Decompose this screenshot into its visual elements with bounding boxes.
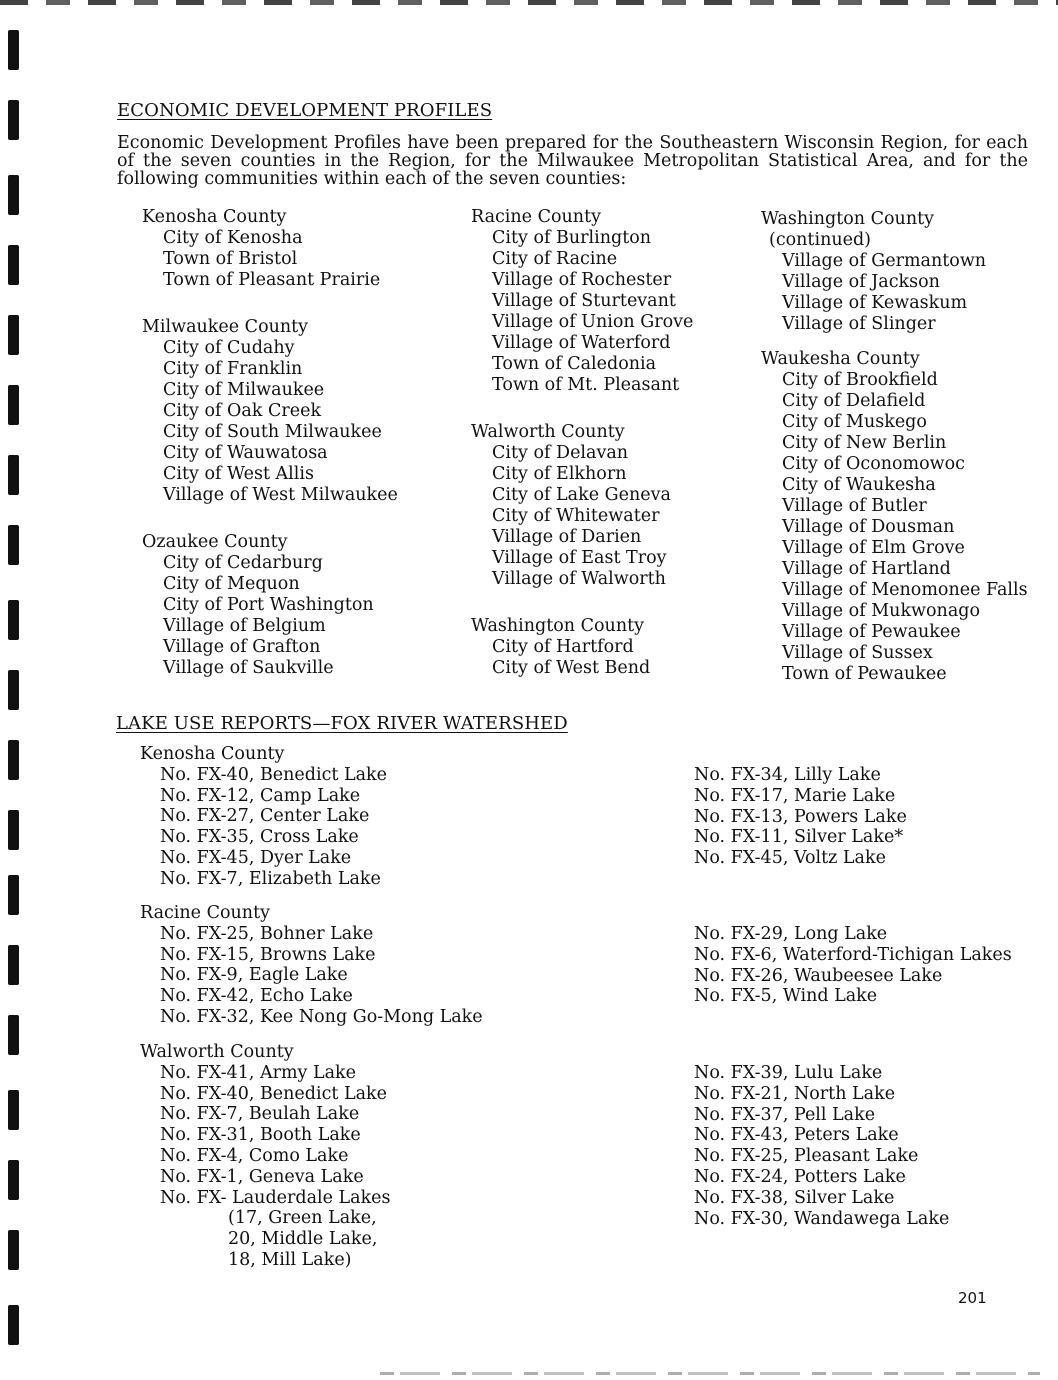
lake-report-item: No. FX-21, North Lake — [694, 1083, 896, 1104]
county-name: Ozaukee County — [142, 532, 288, 552]
lake-report-item: No. FX-13, Powers Lake — [694, 806, 907, 827]
lake-county-group-right — [694, 1063, 949, 1229]
county-name: Washington County — [471, 616, 645, 636]
lake-report-item: No. FX-39, Lulu Lake — [694, 1063, 883, 1083]
community-item: City of Mequon — [163, 574, 300, 594]
binder-mark — [8, 100, 19, 140]
lake-county-group — [140, 744, 387, 890]
lake-report-item: No. FX-7, Beulah Lake — [160, 1104, 360, 1125]
community-item: Village of Walworth — [492, 569, 666, 589]
scan-edge-bottom — [380, 1372, 1040, 1375]
intro-paragraph: Economic Development Profiles have been prepared for the Southeastern Wisconsin Region, for each of the seven counties in the Region, for the Milwaukee Metropolitan Statistical Area, and for the following communities within each of the seven counties: — [117, 133, 1028, 189]
lake-county-group — [140, 903, 483, 1028]
profiles-column-2 — [471, 207, 693, 705]
lake-report-item: No. FX-27, Center Lake — [160, 806, 370, 827]
lake-report-item: No. FX-12, Camp Lake — [160, 785, 361, 806]
county-name: Walworth County — [471, 422, 625, 442]
lake-reports-left-column — [140, 744, 660, 1284]
community-item: City of Racine — [492, 249, 618, 269]
community-item: Village of Pewaukee — [782, 622, 961, 642]
community-item: City of Delafield — [782, 391, 926, 411]
community-item: City of Burlington — [492, 228, 652, 248]
community-item: City of Delavan — [492, 443, 629, 463]
community-item: Village of Sussex — [782, 643, 933, 663]
community-item: City of Wauwatosa — [163, 443, 328, 463]
binder-mark — [8, 875, 19, 915]
community-item: Village of Dousman — [782, 517, 955, 537]
lake-report-item: No. FX-29, Long Lake — [694, 924, 888, 944]
lake-county-group — [140, 1042, 391, 1271]
profiles-column-1 — [142, 207, 398, 705]
county-name: Washington County — [761, 209, 935, 229]
page-number: 201 — [958, 1289, 987, 1307]
binder-mark — [8, 455, 19, 495]
county-group — [142, 207, 398, 291]
binder-mark — [8, 1160, 19, 1200]
lake-report-item: No. FX-40, Benedict Lake — [160, 764, 388, 785]
section-heading-lake-use-reports: LAKE USE REPORTS—FOX RIVER WATERSHED — [116, 713, 568, 734]
community-item: Village of Menomonee Falls — [782, 580, 1028, 600]
community-item: Town of Pleasant Prairie — [163, 270, 381, 290]
community-item: City of Lake Geneva — [492, 485, 671, 505]
county-name: Racine County — [471, 207, 601, 227]
lake-reports-right-column — [694, 744, 1034, 1284]
county-group — [142, 317, 398, 506]
lake-subitem: 20, Middle Lake, — [228, 1229, 378, 1250]
binder-mark — [8, 1230, 19, 1270]
county-name: Kenosha County — [140, 744, 285, 764]
profiles-column-3 — [761, 209, 1028, 711]
lake-report-item: No. FX-7, Elizabeth Lake — [160, 868, 381, 889]
lake-report-item: No. FX-25, Pleasant Lake — [694, 1146, 919, 1167]
community-item: City of Oconomowoc — [782, 454, 965, 474]
lake-report-item: No. FX-40, Benedict Lake — [160, 1083, 388, 1104]
scan-edge-top — [0, 0, 1058, 5]
community-item: Village of East Troy — [492, 548, 667, 568]
county-group — [142, 532, 398, 679]
lake-county-group-right — [694, 924, 1012, 1007]
lake-report-item: No. FX-25, Bohner Lake — [160, 923, 374, 944]
community-item: City of Whitewater — [492, 506, 660, 526]
binder-mark — [8, 30, 19, 70]
community-item: Village of Rochester — [492, 270, 672, 290]
community-item: City of Brookfield — [782, 370, 938, 390]
community-item: Village of Union Grove — [492, 312, 694, 332]
lake-report-item: No. FX-24, Potters Lake — [694, 1166, 906, 1187]
county-name: Racine County — [140, 903, 270, 923]
binder-mark — [8, 385, 19, 425]
community-item: City of Hartford — [492, 637, 634, 657]
lake-report-item: No. FX-45, Dyer Lake — [160, 847, 352, 868]
lake-report-item: No. FX-26, Waubeesee Lake — [694, 965, 943, 986]
lake-report-item: No. FX-37, Pell Lake — [694, 1104, 876, 1125]
section-heading-economic-profiles: ECONOMIC DEVELOPMENT PROFILES — [117, 100, 493, 121]
lake-report-item: No. FX-9, Eagle Lake — [160, 965, 348, 986]
community-item: Village of Elm Grove — [782, 538, 965, 558]
binder-mark — [8, 670, 19, 710]
community-item: Village of Belgium — [163, 616, 326, 636]
community-item: Village of Jackson — [782, 272, 940, 292]
lake-report-item: No. FX-17, Marie Lake — [694, 785, 896, 806]
community-item: City of West Allis — [163, 464, 314, 484]
community-item: City of Waukesha — [782, 475, 936, 495]
lake-report-item: No. FX-11, Silver Lake* — [694, 827, 904, 848]
county-group — [471, 422, 693, 590]
community-item: Village of Slinger — [782, 314, 936, 334]
community-item: Village of West Milwaukee — [163, 485, 398, 505]
lake-report-item: No. FX-1, Geneva Lake — [160, 1166, 364, 1187]
county-name: Walworth County — [140, 1042, 294, 1062]
binder-mark — [8, 175, 19, 215]
lake-report-item: No. FX-42, Echo Lake — [160, 986, 353, 1007]
binder-mark — [8, 740, 19, 780]
community-item: Town of Mt. Pleasant — [492, 375, 680, 395]
binder-mark — [8, 525, 19, 565]
community-item: Village of Grafton — [163, 637, 321, 657]
lake-subitem: (17, Green Lake, — [228, 1208, 377, 1229]
lake-report-item: No. FX-34, Lilly Lake — [694, 765, 881, 785]
binder-mark — [8, 1015, 19, 1055]
community-item: Village of Waterford — [492, 333, 671, 353]
community-item: Village of Sturtevant — [492, 291, 676, 311]
binder-mark — [8, 1305, 19, 1345]
community-item: Town of Pewaukee — [782, 664, 947, 684]
county-name: Waukesha County — [761, 349, 920, 369]
lake-report-item: No. FX-32, Kee Nong Go-Mong Lake — [160, 1006, 483, 1027]
binder-mark — [8, 945, 19, 985]
binder-mark — [8, 600, 19, 640]
county-name: Kenosha County — [142, 207, 287, 227]
community-item: City of Port Washington — [163, 595, 374, 615]
community-item: City of South Milwaukee — [163, 422, 382, 442]
binder-mark — [8, 315, 19, 355]
community-item: City of Oak Creek — [163, 401, 322, 421]
lake-report-item: No. FX-6, Waterford-Tichigan Lakes — [694, 944, 1012, 965]
county-group — [761, 349, 1028, 685]
community-item: City of Cudahy — [163, 338, 295, 358]
community-item: City of Milwaukee — [163, 380, 325, 400]
community-item: City of West Bend — [492, 658, 651, 678]
lake-subitem: 18, Mill Lake) — [228, 1249, 352, 1270]
community-item: Village of Mukwonago — [782, 601, 981, 621]
county-group — [471, 207, 693, 396]
county-name: Milwaukee County — [142, 317, 309, 337]
community-item: Town of Bristol — [163, 249, 298, 269]
lake-report-item: No. FX-30, Wandawega Lake — [694, 1208, 950, 1229]
community-item: City of Franklin — [163, 359, 303, 379]
binder-mark — [8, 1090, 19, 1130]
county-group — [761, 209, 1028, 335]
binder-hole-marks — [8, 0, 20, 1380]
community-item: City of Muskego — [782, 412, 927, 432]
lake-report-item: No. FX- Lauderdale Lakes — [160, 1187, 391, 1208]
community-item: Village of Hartland — [782, 559, 951, 579]
lake-report-item: No. FX-4, Como Lake — [160, 1145, 349, 1166]
community-item: Town of Caledonia — [492, 354, 657, 374]
lake-report-item: No. FX-41, Army Lake — [160, 1062, 357, 1083]
lake-report-item: No. FX-43, Peters Lake — [694, 1125, 899, 1146]
community-item: Village of Butler — [782, 496, 927, 516]
lake-report-item: No. FX-45, Voltz Lake — [694, 848, 886, 869]
lake-report-item: No. FX-5, Wind Lake — [694, 986, 878, 1007]
county-group — [471, 616, 693, 679]
lake-report-item: No. FX-31, Booth Lake — [160, 1125, 361, 1146]
community-item: Village of Kewaskum — [782, 293, 968, 313]
binder-mark — [8, 810, 19, 850]
community-item: Village of Germantown — [782, 251, 987, 271]
community-item: Village of Darien — [492, 527, 642, 547]
community-item: City of Cedarburg — [163, 553, 323, 573]
community-item: City of New Berlin — [782, 433, 947, 453]
lake-report-item: No. FX-15, Browns Lake — [160, 944, 376, 965]
community-item: City of Elkhorn — [492, 464, 627, 484]
continued-note: (continued) — [769, 230, 871, 250]
binder-mark — [8, 245, 19, 285]
lake-county-group-right — [694, 765, 907, 869]
community-item: Village of Saukville — [163, 658, 334, 678]
lake-report-item: No. FX-38, Silver Lake — [694, 1187, 895, 1208]
lake-report-item: No. FX-35, Cross Lake — [160, 827, 359, 848]
community-item: City of Kenosha — [163, 228, 303, 248]
